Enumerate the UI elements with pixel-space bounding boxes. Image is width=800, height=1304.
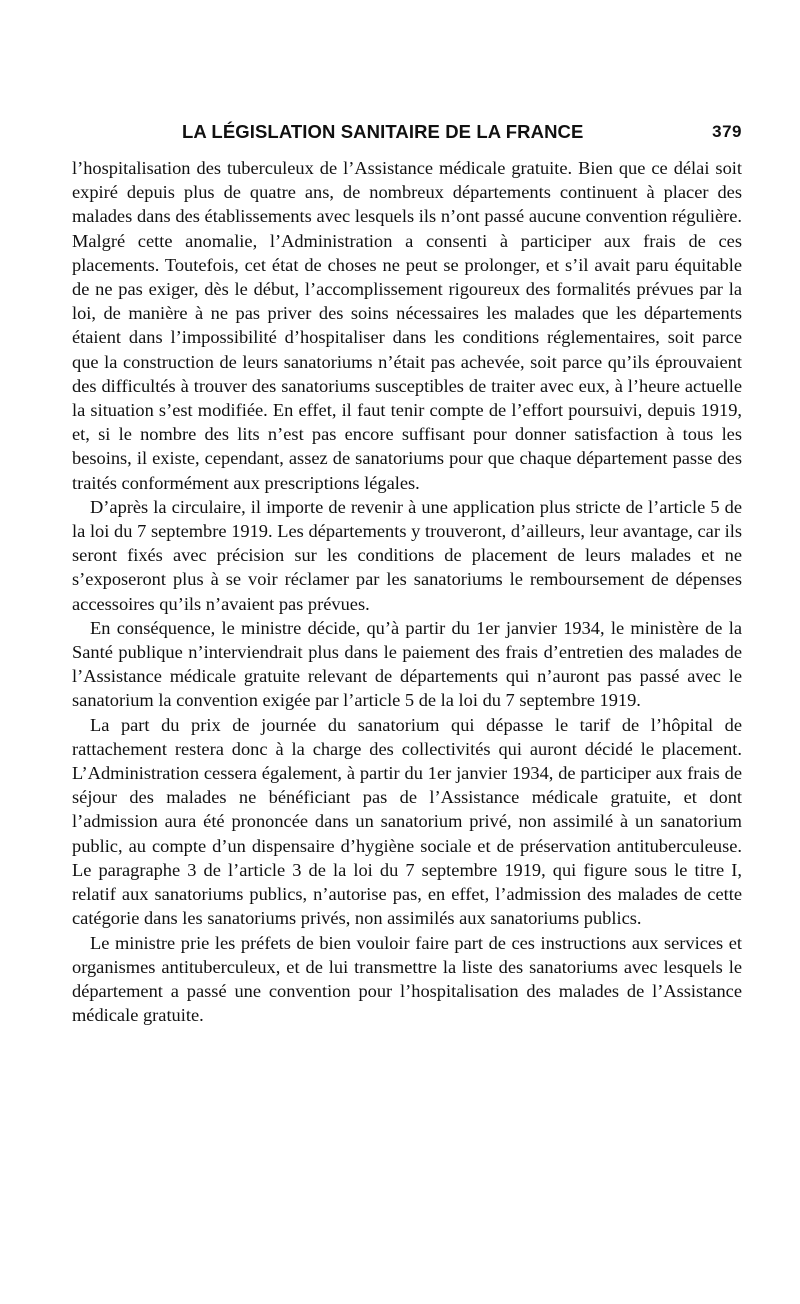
paragraph-circulaire: D’après la circulaire, il importe de revenir à une application plus stricte de l’article 5 de la loi du 7 septembre 1919. Les départements y trouveront, d’ailleurs, leur avantage, car ils seront fixés avec précision sur les conditions de placement de leurs malades et ne s’exposeront plus à se voir réclamer par les sanatoriums le remboursement de dépenses accessoires qu’ils n’avaient pas prévues. (72, 496, 742, 614)
running-title: LA LÉGISLATION SANITAIRE DE LA FRANCE (182, 121, 584, 142)
paragraph-prix-journee: La part du prix de journée du sanatorium qui dépasse le tarif de l’hôpital de rattachement restera donc à la charge des collectivités qui auront décidé le placement. L’Administration cessera également, à partir du 1er janvier 1934, de participer aux frais de séjour des malades ne bénéficiant pas de l’Assistance médicale gratuite, et dont l’admission aura été prononcée dans un sanatorium privé, non assimilé à un sanatorium public, au compte d’un dispensaire d’hygiène sociale et de préservation antituberculeuse. Le paragraphe 3 de l’article 3 de la loi du 7 septembre 1919, qui figure sous le titre I, relatif aux sanatoriums publics, n’autorise pas, en effet, l’admission des malades de cette catégorie dans les sanatoriums privés, non assimilés aux sanatoriums publics. (72, 714, 742, 929)
page-number: 379 (712, 122, 742, 141)
body-text (72, 156, 742, 1027)
running-header (72, 118, 742, 148)
document-page (72, 118, 742, 1027)
paragraph-ministre-prie: Le ministre prie les préfets de bien vouloir faire part de ces instructions aux services et organismes antituberculeux, et de lui transmettre la liste des sanatoriums avec lesquels le département a passé une convention pour l’hospitalisation des malades de l’Assistance médicale gratuite. (72, 932, 742, 1026)
paragraph-continued: l’hospitalisation des tuberculeux de l’Assistance médicale gratuite. Bien que ce délai soit expiré depuis plus de quatre ans, de nombreux départements continuent à placer des malades dans des établissements avec lesquels ils n’ont passé aucune convention régulière. Malgré cette anomalie, l’Administration a consenti à participer aux frais de ces placements. Toutefois, cet état de choses ne peut se prolonger, et s’il avait paru équitable de ne pas exiger, dès le début, l’accomplissement rigoureux des formalités prévues par la loi, de manière à ne pas priver des soins nécessaires les malades que les départements étaient dans l’impossibilité d’hospitaliser dans les conditions réglementaires, soit parce que la construction de leurs sanatoriums n’était pas achevée, soit parce qu’ils éprouvaient des difficultés à trouver des sanatoriums susceptibles de traiter avec eux, à l’heure actuelle la situation s’est modifiée. En effet, il faut tenir compte de l’effort poursuivi, depuis 1919, et, si le nombre des lits n’est pas encore suffisant pour donner satisfaction à tous les besoins, il existe, cependant, assez de sanatoriums pour que chaque département passe des traités conformément aux prescriptions légales. (72, 158, 742, 493)
paragraph-consequence: En conséquence, le ministre décide, qu’à partir du 1er janvier 1934, le ministère de la Santé publique n’interviendrait plus dans le paiement des frais d’entretien des malades de l’Assistance médicale gratuite relevant de départements qui n’auront pas passé avec le sanatorium la convention exigée par l’article 5 de la loi du 7 septembre 1919. (72, 617, 742, 711)
